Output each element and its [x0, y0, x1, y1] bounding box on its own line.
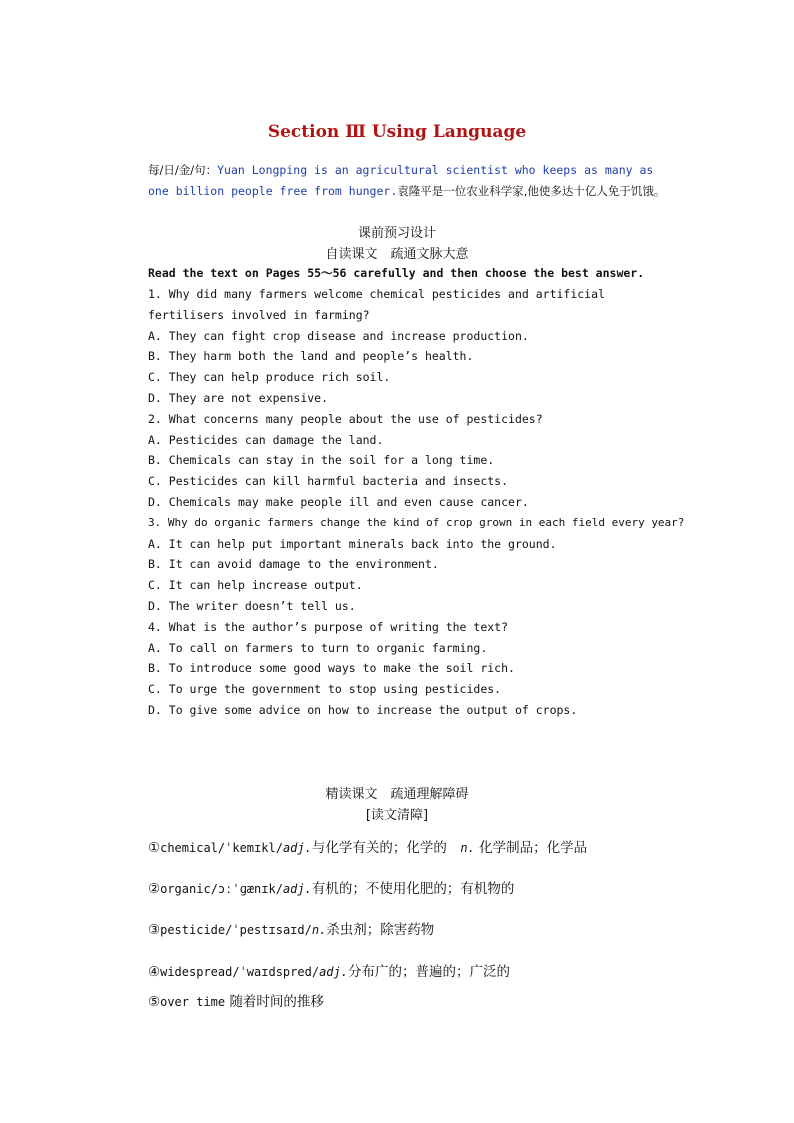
option: A. It can help put important minerals back into the ground.	[148, 537, 557, 551]
option: D. The writer doesn’t tell us.	[148, 599, 356, 613]
option: A. To call on farmers to turn to organic farming.	[148, 641, 488, 655]
vocab-item: ②organic/ɔːˈɡænɪk/adj.有机的；不使用化肥的；有机物的	[148, 881, 515, 897]
question-stem-3: 3. Why do organic farmers change the kind of crop grown in each field every year?	[148, 516, 685, 529]
vocab-item: ③pesticide/ˈpestɪsaɪd/n.杀虫剂；除害药物	[148, 922, 435, 938]
question-stem-4: 4. What is the author’s purpose of writing the text?	[148, 620, 509, 634]
option: C. It can help increase output.	[148, 578, 363, 592]
option: C. To urge the government to stop using pesticides.	[148, 682, 502, 696]
option: D. To give some advice on how to increase the output of crops.	[148, 703, 578, 717]
quote-english: Yuan Longping is an agricultural scientist who keeps as many as one billion people free from hunger.	[148, 163, 654, 198]
daily-quote	[120, 160, 676, 202]
vocab-item: ⑤over time 随着时间的推移	[148, 994, 324, 1010]
option: C. They can help produce rich soil.	[148, 370, 391, 384]
quote-label: 每/日/金/句：	[148, 163, 218, 177]
option: C. Pesticides can kill harmful bacteria and insects.	[148, 474, 509, 488]
vocab-item: ④widespread/ˈwaɪdspred/adj.分布广的；普遍的；广泛的	[148, 964, 510, 980]
option: B. Chemicals can stay in the soil for a long time.	[148, 453, 495, 467]
option: A. They can fight crop disease and increase production.	[148, 329, 529, 343]
question-stem-2: 2. What concerns many people about the use of pesticides?	[148, 412, 543, 426]
option: D. They are not expensive.	[148, 391, 329, 405]
preview-subheading: 自读课文 疏通文脉大意	[325, 247, 469, 262]
page-title: Section Ⅲ Using Language	[267, 122, 527, 142]
option: B. They harm both the land and people’s health.	[148, 349, 474, 363]
intensive-subheading: [读文清障]	[365, 808, 429, 823]
option: B. It can avoid damage to the environment.	[148, 557, 439, 571]
vocab-item: ①chemical/ˈkemɪkl/adj.与化学有关的；化学的 n. 化学制品；化学品	[148, 840, 588, 856]
question-stem-1: 1. Why did many farmers welcome chemical pesticides and artificial fertilisers involved in farming?	[148, 287, 605, 322]
preview-heading: 课前预习设计	[357, 226, 436, 241]
quote-chinese: 袁隆平是一位农业科学家,他使多达十亿人免于饥饿。	[397, 184, 666, 198]
option: D. Chemicals may make people ill and even cause cancer.	[148, 495, 529, 509]
instruction: Read the text on Pages 55～56 carefully and then choose the best answer.	[148, 266, 645, 280]
intensive-heading: 精读课文 疏通理解障碍	[325, 787, 469, 802]
option: B. To introduce some good ways to make the soil rich.	[148, 661, 515, 675]
option: A. Pesticides can damage the land.	[148, 433, 384, 447]
